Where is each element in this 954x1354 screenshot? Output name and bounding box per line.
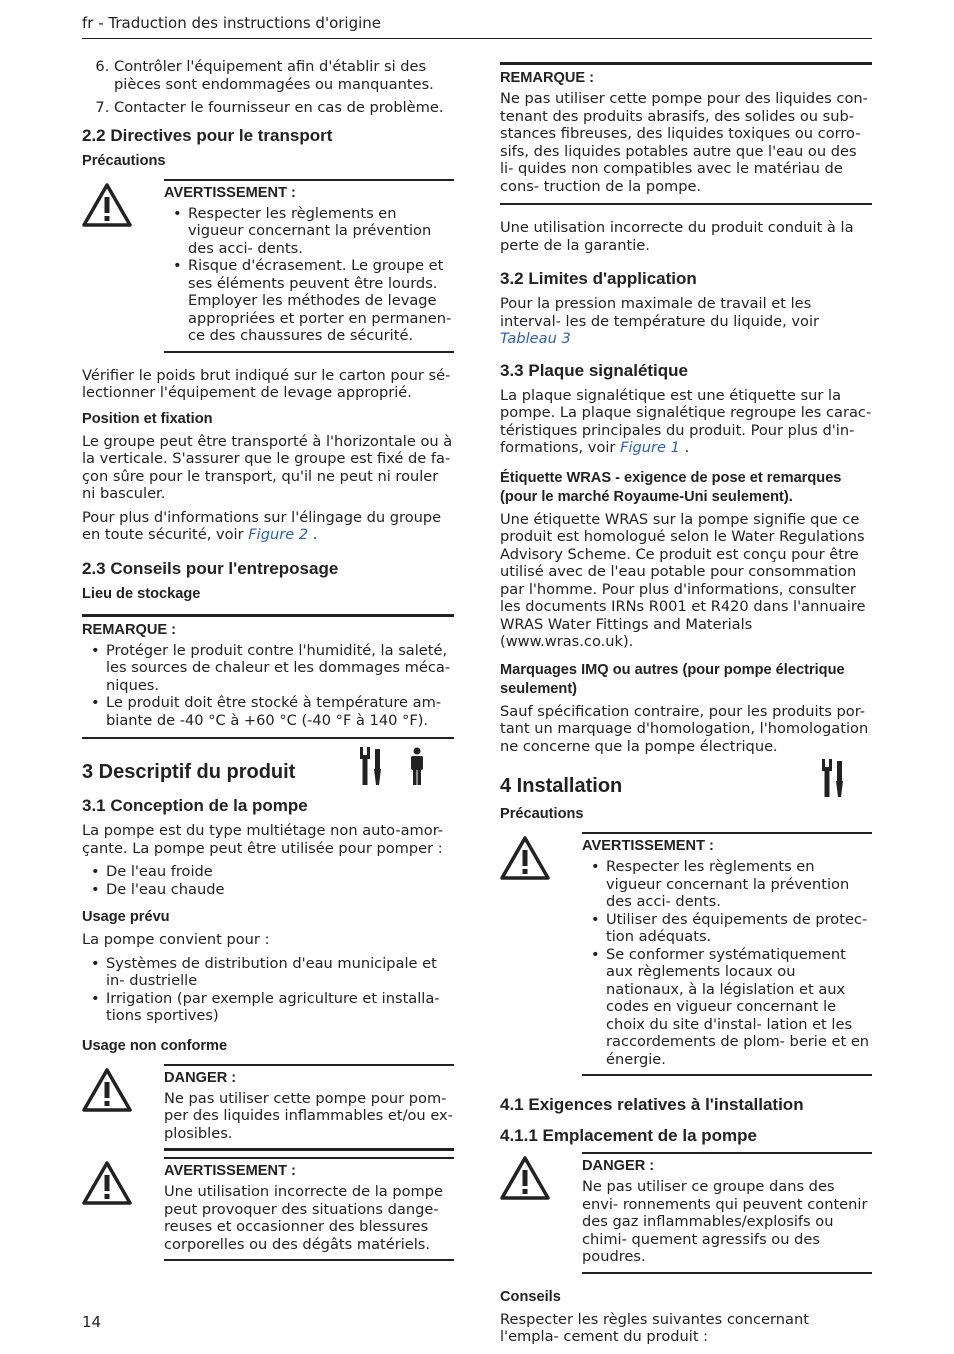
danger-title: DANGER : <box>164 1069 237 1086</box>
inspection-steps <box>82 58 454 117</box>
warning-title: AVERTISSEMENT : <box>164 184 296 201</box>
list-item: • Irrigation (par exemple agriculture et installa- tions sportives) <box>82 990 454 1025</box>
note-title: REMARQUE : <box>82 621 177 638</box>
tools-icon <box>358 747 384 791</box>
warning-triangle-icon <box>500 1152 582 1274</box>
warning-item: • Respecter les règlements en vigueur concernant la prévention des acci- dents. <box>582 858 872 911</box>
page-header: fr - Traduction des instructions d'origine <box>82 13 872 39</box>
position-paragraph: Le groupe peut être transporté à l'horizontale ou à la verticale. S'assurer que le groupe est fixé de fa- çon sûre pour le transport, qu'il ne peut ni rouler ni basculer. <box>82 432 453 502</box>
transport-warning <box>82 179 454 353</box>
position-heading: Position et fixation <box>82 410 213 427</box>
danger-text: Ne pas utiliser ce groupe dans des envi- ronnements qui peuvent contenir des gaz inflammables/explosifs ou chimi- quement agressifs ou des poudres. <box>582 1178 868 1265</box>
section-3-2-title: 3.2 Limites d'application <box>500 269 697 288</box>
tips-paragraph: Respecter les règles suivantes concernant l'empla- cement du produit : <box>500 1310 809 1345</box>
storage-note <box>82 614 454 740</box>
left-column <box>82 58 454 1275</box>
tips-heading: Conseils <box>500 1288 561 1305</box>
design-paragraph: La pompe est du type multiétage non auto-amor- çante. La pompe peut être utilisée pour pomper : <box>82 822 444 857</box>
slinging-paragraph: Pour plus d'informations sur l'élingage du groupe en toute sécurité, voir Figure 2 . <box>82 508 442 543</box>
section-2-2-title: 2.2 Directives pour le transport <box>82 125 333 145</box>
installation-warning <box>500 832 872 1076</box>
warning-triangle-icon <box>82 1157 164 1261</box>
location-danger <box>500 1152 872 1274</box>
section-3-title: 3 Descriptif du produit <box>82 761 296 783</box>
warning-item: • Risque d'écrasement. Le groupe et ses éléments peuvent être lourds. Employer les méthodes de levage appropriées et porter en permanen- ce des chaussures de sécurité. <box>164 257 454 345</box>
figure-1-link[interactable]: Figure 1 <box>620 439 680 456</box>
list-item: • De l'eau froide <box>82 863 454 881</box>
wras-heading: Étiquette WRAS - exigence de pose et remarques (pour le marché Royaume-Uni seulement). <box>500 469 842 505</box>
section-3-3-title: 3.3 Plaque signalétique <box>500 360 689 380</box>
warranty-paragraph: Une utilisation incorrecte du produit conduit à la perte de la garantie. <box>500 219 854 254</box>
list-item: • De l'eau chaude <box>82 881 454 899</box>
nameplate-paragraph: La plaque signalétique est une étiquette sur la pompe. La plaque signalétique regroupe les carac- téristiques principales du produit. Pour plus d'in- formations, voir Figure 1 . <box>500 386 872 456</box>
danger-text: Ne pas utiliser cette pompe pour pom- per des liquides inflammables et/ou ex- plosibles. <box>164 1089 453 1142</box>
warning-text: Une utilisation incorrecte de la pompe peut provoquer des situations dange- reuses et occasionner des blessures corporelles ou des dégâts matériels. <box>164 1183 444 1253</box>
storage-heading: Lieu de stockage <box>82 585 201 602</box>
weight-paragraph: Vérifier le poids brut indiqué sur le carton pour sé- lectionner l'équipement de levage approprié. <box>82 366 451 401</box>
section-icons <box>820 759 846 803</box>
note-item: • Protéger le produit contre l'humidité, la saleté, les sources de chaleur et les dommages méca- niques. <box>82 642 454 695</box>
warning-title: AVERTISSEMENT : <box>164 1163 296 1179</box>
liquids-note <box>500 62 872 205</box>
tableau-3-link[interactable]: Tableau 3 <box>500 330 571 347</box>
warning-triangle-icon <box>500 832 582 1076</box>
limits-paragraph: Pour la pression maximale de travail et les interval- les de température du liquide, voir Tableau 3 <box>500 295 820 347</box>
danger-title: DANGER : <box>582 1158 655 1174</box>
warning-item: • Respecter les règlements en vigueur concernant la prévention des acci- dents. <box>164 205 454 258</box>
precautions-heading: Précautions <box>82 152 166 169</box>
list-item: • Systèmes de distribution d'eau municipale et in- dustrielle <box>82 955 454 990</box>
section-3-1-title: 3.1 Conception de la pompe <box>82 796 308 815</box>
right-column <box>500 58 872 1352</box>
section-4-title: 4 Installation <box>500 775 623 797</box>
note-item: • Le produit doit être stocké à température am- biante de -40 °C à +60 °C (-40 °F à 140 °F). <box>82 694 454 729</box>
precautions-heading: Précautions <box>500 806 584 822</box>
intended-use-heading: Usage prévu <box>82 909 170 925</box>
warning-item: • Se conformer systématiquement aux règlements locaux ou nationaux, à la législation et aux codes en vigueur concernant le choix du site d'instal- lation et les raccordements de plom- berie et en énergie. <box>582 946 872 1069</box>
section-2-3-title: 2.3 Conseils pour l'entreposage <box>82 558 339 578</box>
person-icon <box>406 747 428 791</box>
warning-triangle-icon <box>82 1064 164 1152</box>
improper-use-heading: Usage non conforme <box>82 1037 228 1054</box>
imq-paragraph: Sauf spécification contraire, pour les produits por- tant un marquage d'homologation, l'homologation ne concerne que la pompe électrique. <box>500 702 869 755</box>
note-text: Ne pas utiliser cette pompe pour des liquides con- tenant des produits abrasifs, des solides ou sub- stances fibreuses, des liquides toxiques ou corro- sifs, des liquides potables autre que l'eau ou des li- quides non compatibles avec le matériau de cons- truction de la pompe. <box>500 90 868 195</box>
warning-item: • Utiliser des équipements de protec- tion adéquats. <box>582 911 872 946</box>
page-number: 14 <box>82 1313 102 1331</box>
tools-icon <box>820 759 846 803</box>
figure-2-link[interactable]: Figure 2 <box>248 526 309 543</box>
wras-paragraph: Une étiquette WRAS sur la pompe signifie que ce produit est homologué selon le Water Regulations Advisory Scheme. Ce produit est conçu pour être utilisé avec de l'eau potable pour consommation par l'homme. Pour plus d'informations, consulter les documents IRNs R001 et R420 dans l'annuaire WRAS Water Fittings and Materials (www.wras.co.uk). <box>500 510 866 650</box>
section-4-1-title: 4.1 Exigences relatives à l'installation <box>500 1095 804 1114</box>
step-6: 6. Contrôler l'équipement afin d'établir si des pièces sont endommagées ou manquantes. <box>114 58 454 93</box>
step-7: 7. Contacter le fournisseur en cas de problème. <box>114 99 454 117</box>
improper-use-warning <box>82 1157 454 1261</box>
warning-triangle-icon <box>82 179 164 353</box>
section-4-1-1-title: 4.1.1 Emplacement de la pompe <box>500 1126 757 1145</box>
note-title: REMARQUE : <box>500 70 595 86</box>
warning-title: AVERTISSEMENT : <box>582 838 714 854</box>
improper-use-danger <box>82 1064 454 1152</box>
section-icons <box>358 747 428 791</box>
imq-heading: Marquages IMQ ou autres (pour pompe électrique seulement) <box>500 661 845 697</box>
intended-use-paragraph: La pompe convient pour : <box>82 931 270 948</box>
